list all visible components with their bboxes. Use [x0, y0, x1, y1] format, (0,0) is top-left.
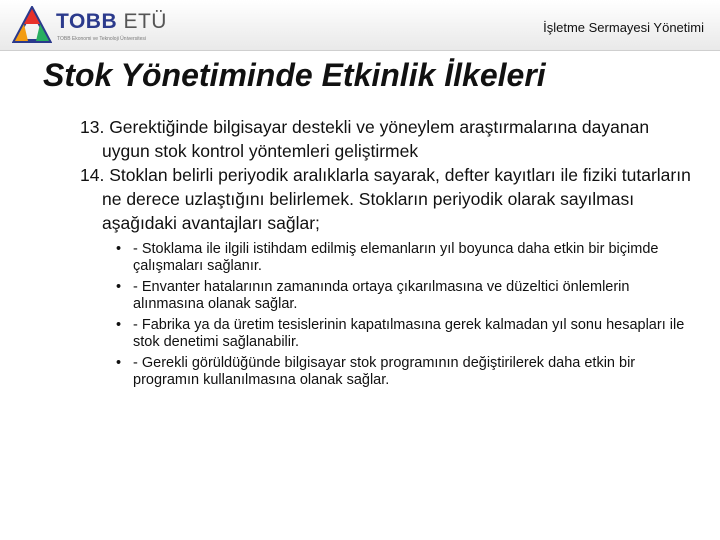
- header-bar: [0, 0, 720, 51]
- bullet-text: - Stoklama ile ilgili istihdam edilmiş elemanların yıl boyunca daha etkin bir biçimde çalışmaları sağlanır.: [133, 241, 659, 274]
- bullet-icon: •: [116, 241, 122, 257]
- logo-subtitle: TOBB Ekonomi ve Teknoloji Üniversitesi: [57, 36, 147, 42]
- logo-text: TOBB ETÜ: [56, 10, 167, 33]
- bullet-icon: •: [116, 279, 122, 295]
- bullet-icon: •: [116, 317, 122, 333]
- slide-title: Stok Yönetiminde Etkinlik İlkeleri: [43, 57, 546, 93]
- header-title: İşletme Sermayesi Yönetimi: [543, 20, 704, 35]
- slide-content: [80, 115, 700, 393]
- bullet-text: - Envanter hatalarının zamanında ortaya çıkarılmasına ve düzeltici önlemlerin alınmasına olanak sağlar.: [133, 279, 630, 312]
- list-item: [116, 355, 700, 389]
- bullet-text: - Gerekli görüldüğünde bilgisayar stok programının değiştirilerek daha etkin bir programın kullanılmasına olanak sağlar.: [133, 355, 636, 388]
- logo-triangle-icon: [12, 6, 52, 46]
- item-14: 14. Stoklan belirli periyodik aralıklarla sayarak, defter kayıtları ile fiziki tutarların ne derece uzlaştığını belirlemek. Stokların periyodik olarak sayılması aşağıdaki avantajları sağlar;: [80, 165, 691, 233]
- list-item: [116, 279, 700, 313]
- tobb-etu-logo: [12, 6, 172, 46]
- list-item: [116, 317, 700, 351]
- bullet-text: - Fabrika ya da üretim tesislerinin kapatılmasına gerek kalmadan yıl sonu hesapları ile stok denetimi sağlanabilir.: [133, 317, 685, 350]
- bullet-icon: •: [116, 355, 122, 371]
- item-13: 13. Gerektiğinde bilgisayar destekli ve yöneylem araştırmalarına dayanan uygun stok kontrol yöntemleri geliştirmek: [80, 117, 650, 161]
- list-item: [116, 241, 700, 275]
- bullet-list: [80, 241, 700, 389]
